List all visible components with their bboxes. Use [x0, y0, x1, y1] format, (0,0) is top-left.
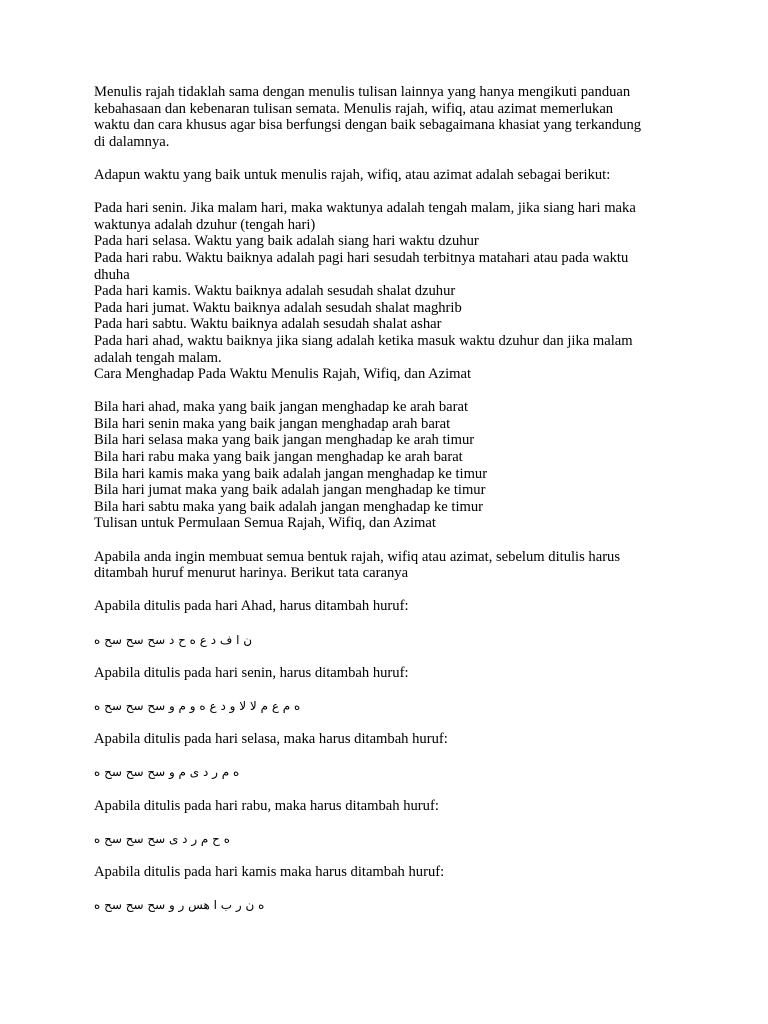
text-line: Adapun waktu yang baik untuk menulis rajah, wifiq, atau azimat adalah sebagai berikut: [94, 166, 611, 183]
section-heading: Tulisan untuk Permulaan Semua Rajah, Wifiq, dan Azimat [94, 515, 436, 532]
arabic-letters-senin: ه م ع م لا لا و د ع ه و م و سح سح سح ه [94, 698, 301, 713]
text-line: Bila hari senin maka yang baik jangan menghadap arah barat [94, 415, 451, 432]
text-line: Apabila ditulis pada hari Ahad, harus ditambah huruf: [94, 598, 409, 615]
waktu-paragraph [94, 200, 694, 383]
arah-paragraph [94, 399, 694, 532]
arabic-letters-selasa: ه م ر د ى م و سح سح سح ه [94, 765, 240, 780]
text-line: Pada hari senin. Jika malam hari, maka waktunya adalah tengah malam, jika siang hari maka [94, 200, 636, 217]
text-line: Bila hari selasa maka yang baik jangan menghadap ke arah timur [94, 432, 475, 449]
waktu-intro-paragraph [94, 167, 694, 184]
text-line: Bila hari kamis maka yang baik adalah jangan menghadap ke timur [94, 465, 488, 482]
arabic-letters-rabu: ه ح م ر د ى سح سح سح ه [94, 831, 231, 846]
huruf-label-rabu [94, 798, 694, 815]
text-line: di dalamnya. [94, 133, 170, 150]
text-line: Bila hari sabtu maka yang baik adalah jangan menghadap ke timur [94, 498, 484, 515]
huruf-label-selasa [94, 731, 694, 748]
huruf-label-kamis [94, 864, 694, 881]
text-line: Bila hari jumat maka yang baik adalah jangan menghadap ke timur [94, 482, 486, 499]
text-line: Pada hari rabu. Waktu baiknya adalah pagi hari sesudah terbitnya matahari atau pada waktu [94, 249, 629, 266]
text-line: waktu dan cara khusus agar bisa berfungsi dengan baik sebagaimana khasiat yang terkandung [94, 117, 642, 134]
text-line: Apabila ditulis pada hari rabu, maka harus ditambah huruf: [94, 797, 439, 814]
text-line: waktunya adalah dzuhur (tengah hari) [94, 216, 316, 233]
text-line: Pada hari selasa. Waktu yang baik adalah siang hari waktu dzuhur [94, 233, 479, 250]
text-line: Pada hari ahad, waktu baiknya jika siang adalah ketika masuk waktu dzuhur dan jika malam [94, 332, 633, 349]
text-line: Pada hari jumat. Waktu baiknya adalah sesudah shalat maghrib [94, 299, 462, 316]
text-line: Apabila ditulis pada hari senin, harus ditambah huruf: [94, 664, 409, 681]
text-line: Pada hari kamis. Waktu baiknya adalah sesudah shalat dzuhur [94, 283, 456, 300]
text-line: Apabila ditulis pada hari kamis maka harus ditambah huruf: [94, 863, 445, 880]
document-page [94, 84, 694, 930]
text-line: dhuha [94, 266, 130, 283]
text-line: Menulis rajah tidaklah sama dengan menulis tulisan lainnya yang hanya mengikuti panduan [94, 84, 631, 100]
text-line: Bila hari rabu maka yang baik jangan menghadap ke arah barat [94, 449, 463, 466]
section-heading: Cara Menghadap Pada Waktu Menulis Rajah, Wifiq, dan Azimat [94, 366, 472, 383]
arabic-letters-ahad: ن ا ف د ع ه ح د سح سح سح ه [94, 632, 253, 647]
huruf-label-senin [94, 665, 694, 682]
text-line: kebahasaan dan kebenaran tulisan semata. Menulis rajah, wifiq, atau azimat memerlukan [94, 100, 614, 117]
text-line: Pada hari sabtu. Waktu baiknya adalah sesudah shalat ashar [94, 316, 442, 333]
text-line: Bila hari ahad, maka yang baik jangan menghadap ke arah barat [94, 399, 469, 416]
text-line: ditambah huruf menurut harinya. Berikut tata caranya [94, 565, 409, 582]
text-line: Apabila ditulis pada hari selasa, maka harus ditambah huruf: [94, 731, 448, 748]
intro-paragraph [94, 84, 694, 150]
text-line: adalah tengah malam. [94, 349, 222, 366]
huruf-label-ahad [94, 598, 694, 615]
arabic-letters-kamis: ه ن ر ب ا هس ر و سح سح سح ه [94, 898, 265, 913]
huruf-intro-paragraph [94, 549, 694, 582]
text-line: Apabila anda ingin membuat semua bentuk rajah, wifiq atau azimat, sebelum ditulis harus [94, 548, 621, 565]
